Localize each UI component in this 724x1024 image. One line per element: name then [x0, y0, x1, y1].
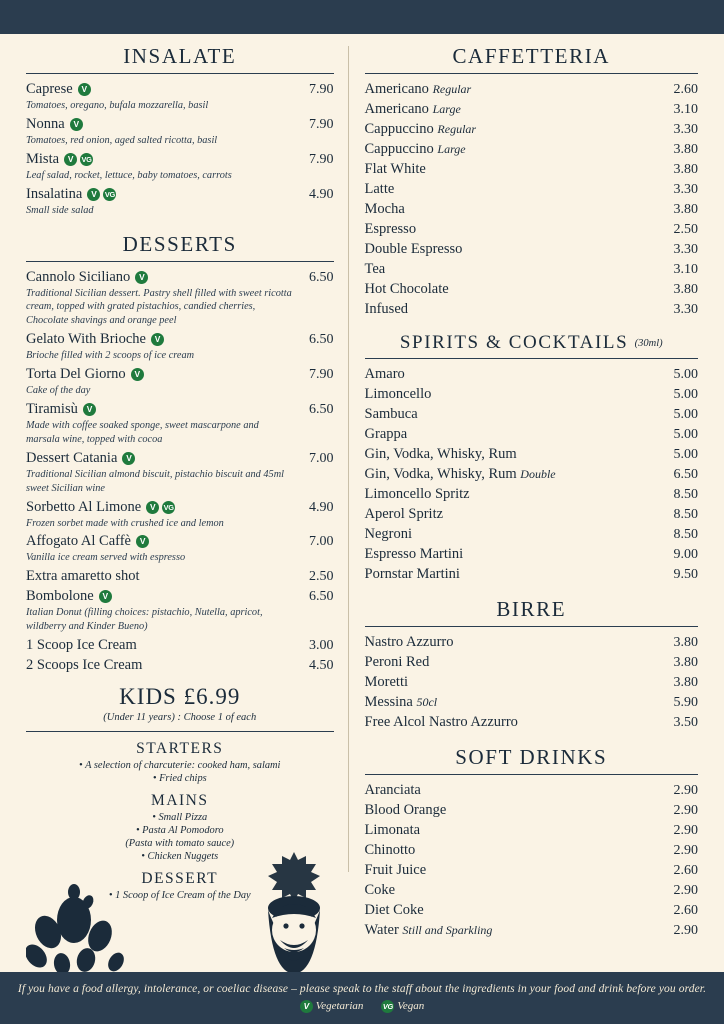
menu-item-name: Mista V VG [26, 150, 92, 167]
menu-item-name: Insalatina V VG [26, 185, 115, 202]
menu-item-price: 2.60 [673, 863, 698, 878]
menu-item [365, 526, 698, 543]
insalate-list [26, 81, 334, 218]
diet-badges [131, 368, 144, 381]
menu-item-name: Gin, Vodka, Whisky, Rum [364, 446, 517, 462]
menu-item [365, 426, 698, 443]
menu-item-name: Cannolo Siciliano V [26, 269, 148, 286]
legend-entry [381, 1000, 424, 1013]
vegetarian-badge-icon: V [135, 271, 148, 284]
menu-item [365, 386, 698, 403]
menu-item-name: Limonata [364, 822, 421, 838]
diet-badges [122, 452, 135, 465]
menu-item-price: 7.90 [309, 367, 334, 383]
kids-block-heading: MAINS [151, 792, 209, 810]
menu-item-name: Espresso Martini [364, 546, 464, 562]
diet-badges [151, 333, 164, 346]
menu-item-price: 3.10 [673, 102, 698, 117]
vegetarian-badge-icon: V [87, 188, 100, 201]
menu-item-name: 1 Scoop Ice Cream [26, 637, 137, 654]
menu-item-name: Blood Orange [364, 802, 447, 818]
menu-item-name: Caprese V [26, 81, 91, 98]
menu-item-price: 3.30 [673, 182, 698, 197]
menu-item-price: 6.50 [309, 332, 334, 348]
menu-item-price: 2.90 [673, 883, 698, 898]
menu-item-name: Fruit Juice [364, 862, 427, 878]
birre-list [365, 634, 698, 731]
menu-item [365, 714, 698, 731]
menu-item [365, 802, 698, 819]
menu-item-qualifier: Regular [437, 122, 477, 136]
menu-item-name: Amaro [364, 366, 405, 382]
section-title-caffetteria: CAFFETTERIA [365, 44, 698, 74]
menu-item-name: Sambuca [364, 406, 418, 422]
vegetarian-badge-icon: V [151, 333, 164, 346]
menu-item-price: 2.90 [673, 923, 698, 938]
menu-item-description: Leaf salad, rocket, lettuce, baby tomatoes, carrots [26, 169, 232, 181]
menu-item-price: 6.50 [309, 589, 334, 605]
spirits-list [365, 366, 698, 583]
menu-item-name: Mocha [364, 201, 405, 217]
menu-item [365, 181, 698, 198]
menu-item [365, 241, 698, 258]
menu-item-name: Peroni Red [364, 654, 430, 670]
menu-item-name: Pornstar Martini [364, 566, 460, 582]
diet-badges [99, 590, 112, 603]
menu-item [365, 221, 698, 238]
kids-block-heading: STARTERS [136, 740, 224, 758]
menu-item [26, 533, 334, 550]
menu-item-price: 3.00 [309, 638, 334, 654]
menu-item-name: Nastro Azzurro [364, 634, 454, 650]
menu-item-name: Cappuccino Regular [364, 121, 477, 137]
vegetarian-badge-icon: V [122, 452, 135, 465]
vegetarian-badge-icon: V [83, 403, 96, 416]
vegetarian-badge-icon: V [131, 368, 144, 381]
menu-item-price: 7.00 [309, 534, 334, 550]
menu-item-price: 4.50 [309, 658, 334, 674]
menu-item [26, 657, 334, 674]
menu-item-name: Chinotto [364, 842, 416, 858]
menu-item-price: 3.10 [673, 262, 698, 277]
menu-item [365, 466, 698, 483]
menu-item-price: 5.00 [673, 447, 698, 462]
soft-drinks-list [365, 782, 698, 939]
menu-item-qualifier: Still and Sparkling [402, 923, 493, 937]
menu-item [365, 822, 698, 839]
spirits-measure: (30ml) [634, 338, 663, 349]
section-title-desserts: DESSERTS [26, 232, 334, 262]
menu-item-name: Cappuccino Large [364, 141, 466, 157]
menu-item-description: Traditional Sicilian almond biscuit, pistachio biscuit and 45ml sweet Sicilian wine [26, 468, 285, 494]
menu-item-price: 3.30 [673, 302, 698, 317]
menu-item-name: Gin, Vodka, Whisky, Rum Double [364, 466, 556, 482]
menu-item [365, 922, 698, 939]
menu-item-qualifier: 50cl [416, 695, 438, 709]
section-title-birre: BIRRE [365, 597, 698, 627]
menu-item [365, 506, 698, 523]
menu-item-price: 6.50 [309, 402, 334, 418]
kids-block-line: • A selection of charcuterie: cooked ham, salami [79, 760, 281, 772]
menu-item-name: Americano Large [364, 101, 461, 117]
menu-item [26, 269, 334, 286]
vegan-badge-icon: VG [163, 502, 174, 512]
menu-item-price: 8.50 [673, 507, 698, 522]
menu-item-price: 2.50 [673, 222, 698, 237]
menu-item-name: Americano Regular [364, 81, 472, 97]
diet-badges [83, 403, 96, 416]
menu-item [365, 882, 698, 899]
legend-label: Vegetarian [315, 1000, 364, 1012]
legend-label: Vegan [397, 1000, 425, 1012]
menu-item-price: 3.30 [673, 122, 698, 137]
menu-item-price: 5.00 [673, 427, 698, 442]
menu-item [365, 121, 698, 138]
section-title-spirits [365, 332, 698, 359]
kids-block-heading: DESSERT [141, 870, 219, 888]
diet-badges [70, 118, 83, 131]
diet-badges [87, 188, 116, 201]
kids-block [26, 740, 334, 784]
menu-item-name: Nonna V [26, 116, 83, 133]
menu-item-price: 3.80 [673, 635, 698, 650]
kids-block-line: • Small Pizza [152, 812, 208, 824]
menu-item-price: 3.80 [673, 162, 698, 177]
menu-item-price: 3.50 [673, 715, 698, 730]
kids-blocks [26, 740, 334, 901]
menu-item-description: Cake of the day [26, 385, 91, 397]
menu-item-price: 7.00 [309, 450, 334, 466]
menu-item-name: Aperol Spritz [364, 506, 444, 522]
menu-item-description: Small side salad [26, 204, 94, 216]
menu-item-name: 2 Scoops Ice Cream [26, 657, 143, 674]
menu-item [365, 406, 698, 423]
vegetarian-badge-icon: V [64, 153, 77, 166]
menu-item-price: 2.50 [309, 569, 334, 585]
menu-item-price: 3.80 [673, 202, 698, 217]
caffetteria-list [365, 81, 698, 318]
menu-item-qualifier: Large [432, 102, 461, 116]
menu-item-qualifier: Regular [432, 82, 472, 96]
menu-item-price: 3.80 [673, 142, 698, 157]
menu-item [365, 301, 698, 318]
menu-item-name: Tea [364, 261, 386, 277]
menu-item-price: 9.00 [673, 547, 698, 562]
menu-item [26, 450, 334, 467]
badge-legend [300, 1000, 425, 1013]
menu-item-price: 7.90 [309, 82, 334, 97]
menu-item-price: 4.90 [309, 186, 334, 202]
menu-item-name: Latte [364, 181, 395, 197]
menu-item-name: Dessert Catania V [26, 450, 135, 467]
menu-item [26, 366, 334, 383]
vegetarian-badge-icon: V [300, 1000, 313, 1013]
menu-item [26, 331, 334, 348]
menu-item [365, 446, 698, 463]
menu-item [365, 842, 698, 859]
menu-item [365, 366, 698, 383]
menu-item-name: Limoncello Spritz [364, 486, 470, 502]
vegan-badge-icon: VG [382, 1002, 393, 1011]
vegetarian-badge-icon: V [136, 535, 149, 548]
menu-item-name: Diet Coke [364, 902, 424, 918]
menu-item-qualifier: Double [520, 467, 556, 481]
menu-item-name: Negroni [364, 526, 413, 542]
menu-item-price: 5.00 [673, 407, 698, 422]
menu-item-price: 2.90 [673, 823, 698, 838]
menu-item-price: 9.50 [673, 567, 698, 582]
menu-item-price: 2.90 [673, 783, 698, 798]
menu-item-price: 2.90 [673, 843, 698, 858]
menu-item-price: 5.00 [673, 367, 698, 382]
vegetarian-badge-icon: V [78, 83, 91, 96]
kids-title: KIDS £6.99 [119, 684, 241, 710]
diet-badges [78, 83, 91, 96]
desserts-list [26, 269, 334, 675]
menu-item-description: Italian Donut (filling choices: pistachio, Nutella, apricot, wildberry and Kinder Bueno) [26, 607, 263, 633]
menu-item-name: Affogato Al Caffè V [26, 533, 149, 550]
top-bar [0, 0, 724, 34]
footer [0, 972, 724, 1024]
menu-item-price: 2.90 [673, 803, 698, 818]
menu-page [0, 34, 724, 972]
menu-item-name: Bombolone V [26, 588, 112, 605]
right-column [349, 44, 698, 972]
kids-block-line: • Chicken Nuggets [141, 851, 219, 863]
menu-item-name: Double Espresso [364, 241, 463, 257]
menu-item-name: Espresso [364, 221, 417, 237]
kids-block [26, 792, 334, 862]
menu-item [365, 782, 698, 799]
menu-item-price: 8.50 [673, 527, 698, 542]
menu-item-price: 3.30 [673, 242, 698, 257]
menu-item-name: Coke [364, 882, 396, 898]
menu-item-name: Sorbetto Al Limone V VG [26, 498, 174, 515]
vegetarian-badge-icon: V [70, 118, 83, 131]
menu-item-price: 8.50 [673, 487, 698, 502]
menu-item-price: 4.90 [309, 499, 334, 515]
menu-item-description: Traditional Sicilian dessert. Pastry shell filled with sweet ricotta cream, topped with grated pistachios, candied cherries, Chocolate shavings and orange peel [26, 287, 292, 327]
section-title-soft-drinks: SOFT DRINKS [365, 745, 698, 775]
menu-item-qualifier: Large [437, 142, 466, 156]
menu-item [365, 654, 698, 671]
menu-item [26, 116, 334, 133]
menu-item [26, 151, 334, 168]
menu-item [26, 588, 334, 605]
menu-item-name: Grappa [364, 426, 408, 442]
menu-item-name: Messina 50cl [364, 694, 438, 710]
menu-item [26, 81, 334, 98]
menu-item-price: 6.50 [673, 467, 698, 482]
menu-item-price: 6.50 [309, 269, 334, 285]
vegetarian-badge-icon: V [99, 590, 112, 603]
menu-item [365, 161, 698, 178]
menu-item-name: Free Alcol Nastro Azzurro [364, 714, 518, 730]
menu-item-name: Infused [364, 301, 409, 317]
menu-item [365, 546, 698, 563]
menu-item [365, 261, 698, 278]
diet-badges [146, 501, 175, 514]
menu-item-price: 3.80 [673, 675, 698, 690]
menu-item-name: Torta Del Giorno V [26, 366, 144, 383]
menu-item-name: Tiramisù V [26, 401, 96, 418]
menu-item [365, 281, 698, 298]
kids-block-line: • Fried chips [152, 773, 207, 785]
menu-item [365, 674, 698, 691]
menu-item-description: Vanilla ice cream served with espresso [26, 552, 186, 564]
menu-item-name: Hot Chocolate [364, 281, 449, 297]
menu-item-name: Flat White [364, 161, 426, 177]
menu-item [365, 486, 698, 503]
left-column [26, 44, 348, 972]
menu-item-price: 7.90 [309, 116, 334, 132]
menu-item-name: Extra amaretto shot [26, 568, 140, 585]
menu-item [26, 186, 334, 203]
diet-badges [64, 153, 93, 166]
menu-item [26, 401, 334, 418]
allergy-notice: If you have a food allergy, intolerance, or coeliac disease – please speak to the staff about the ingredients in your food and drink before you order. [17, 983, 707, 995]
menu-item-description: Tomatoes, red onion, aged salted ricotta, basil [26, 134, 218, 146]
menu-item-description: Frozen sorbet made with crushed ice and lemon [26, 517, 224, 529]
diet-badges [136, 535, 149, 548]
menu-item-name: Limoncello [364, 386, 432, 402]
menu-item-price: 5.00 [673, 387, 698, 402]
diet-badges [135, 271, 148, 284]
menu-item [365, 101, 698, 118]
menu-item [26, 637, 334, 654]
legend-entry [300, 1000, 364, 1013]
menu-item-description: Made with coffee soaked sponge, sweet mascarpone and marsala wine, topped with cocoa [26, 420, 259, 445]
kids-block-line: (Pasta with tomato sauce) [125, 838, 235, 850]
menu-item-name: Water Still and Sparkling [364, 922, 493, 938]
vegan-badge-icon: VG [104, 189, 115, 199]
menu-item-name: Gelato With Brioche V [26, 331, 164, 348]
menu-item-name: Moretti [364, 674, 409, 690]
menu-item [365, 201, 698, 218]
menu-item [365, 862, 698, 879]
menu-item [365, 566, 698, 583]
menu-item [26, 568, 334, 585]
menu-item [365, 902, 698, 919]
menu-item-price: 2.60 [673, 903, 698, 918]
menu-item [26, 499, 334, 516]
menu-item-price: 2.60 [673, 82, 698, 97]
menu-item [365, 634, 698, 651]
kids-block [26, 870, 334, 901]
menu-item [365, 141, 698, 158]
menu-item [365, 694, 698, 711]
menu-item-price: 5.90 [673, 695, 698, 710]
section-title-insalate: INSALATE [26, 44, 334, 74]
menu-item-description: Tomatoes, oregano, bufala mozzarella, basil [26, 100, 209, 111]
kids-block-line: • 1 Scoop of Ice Cream of the Day [108, 890, 251, 902]
menu-item-description: Brioche filled with 2 scoops of ice cream [26, 350, 195, 362]
spirits-title-text: SPIRITS & COCKTAILS [399, 332, 629, 353]
menu-item-price: 3.80 [673, 655, 698, 670]
kids-subtitle: (Under 11 years) : Choose 1 of each [103, 712, 257, 724]
menu-item-price: 7.90 [309, 151, 334, 167]
menu-item [365, 81, 698, 98]
menu-item-price: 3.80 [673, 282, 698, 297]
vegetarian-badge-icon: V [146, 501, 159, 514]
kids-block-line: • Pasta Al Pomodoro [135, 825, 224, 837]
menu-item-name: Aranciata [364, 782, 421, 798]
vegan-badge-icon: VG [81, 154, 92, 164]
